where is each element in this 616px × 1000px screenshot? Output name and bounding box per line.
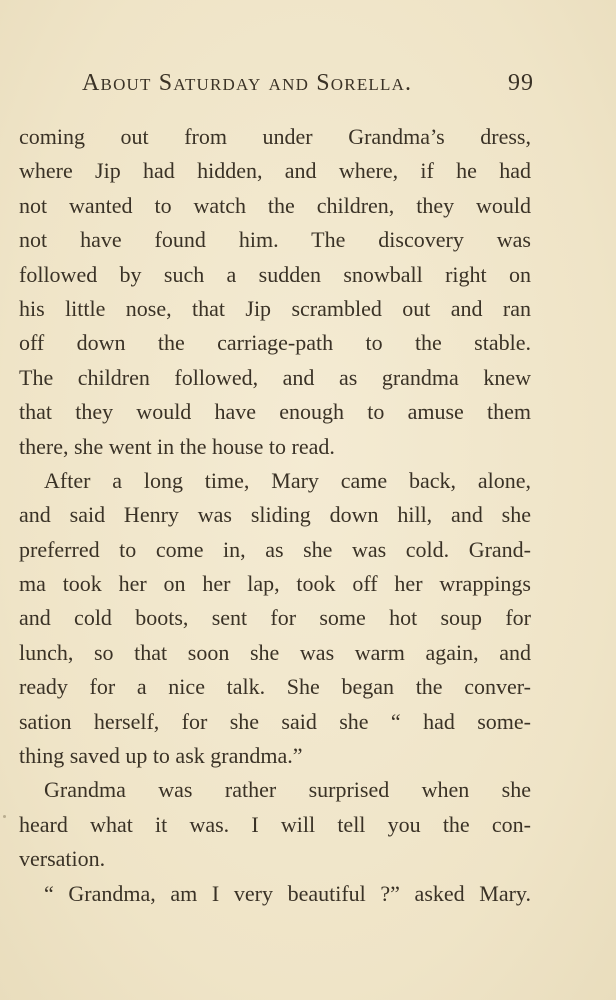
- text-line: heard what it was. I will tell you the con-: [19, 811, 531, 837]
- page-number: 99: [508, 70, 534, 96]
- text-line: sation herself, for she said she “ had some-: [19, 708, 531, 734]
- text-line: where Jip had hidden, and where, if he had: [19, 158, 531, 184]
- text-line: and cold boots, sent for some hot soup for: [19, 605, 531, 631]
- text-line: After a long time, Mary came back, alone,: [44, 467, 531, 493]
- text-line: there, she went in the house to read.: [19, 433, 335, 459]
- text-line: thing saved up to ask grandma.”: [19, 743, 303, 769]
- text-line: ready for a nice talk. She began the conver-: [19, 674, 531, 700]
- text-line: ma took her on her lap, took off her wrappings: [19, 571, 531, 597]
- text-line: lunch, so that soon she was warm again, and: [19, 639, 531, 665]
- text-line: his little nose, that Jip scrambled out and ran: [19, 295, 531, 321]
- text-line: “ Grandma, am I very beautiful ?” asked Mary.: [44, 880, 531, 906]
- text-line: not wanted to watch the children, they would: [19, 192, 531, 218]
- text-line: The children followed, and as grandma knew: [19, 364, 531, 390]
- running-header: [82, 70, 534, 106]
- text-line: preferred to come in, as she was cold. Grand-: [19, 536, 531, 562]
- text-line: and said Henry was sliding down hill, and she: [19, 502, 531, 528]
- body-text: [19, 120, 531, 911]
- text-line: versation.: [19, 846, 106, 872]
- running-title: About Saturday and Sorella.: [82, 70, 413, 96]
- text-line: coming out from under Grandma’s dress,: [19, 124, 531, 149]
- text-line: that they would have enough to amuse them: [19, 399, 531, 425]
- text-line: not have found him. The discovery was: [19, 227, 531, 253]
- page-blemish: [3, 815, 6, 818]
- text-line: followed by such a sudden snowball right on: [19, 261, 531, 287]
- text-line: off down the carriage-path to the stable.: [19, 330, 531, 356]
- text-line: Grandma was rather surprised when she: [44, 777, 531, 803]
